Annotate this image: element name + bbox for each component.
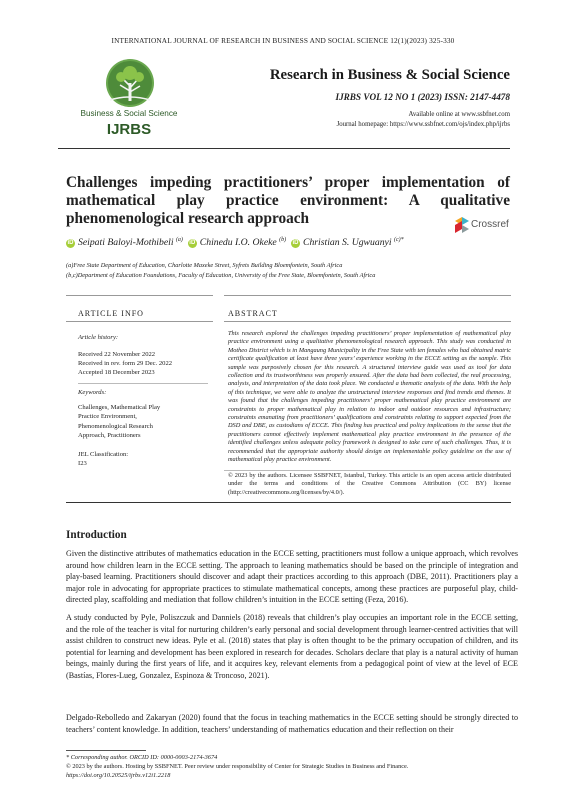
received-date: Received 22 November 2022 (78, 351, 156, 358)
orcid-icon[interactable]: iD (292, 240, 299, 247)
author-affiliation-mark: (a) (175, 237, 183, 243)
abstract-text: This research explored the challenges impeding practitioners’ proper implementation of mathematical play practice environment using a qualitative phenomenological research approach. This study was conducted in Motheo District which is in Mangaung Municipality in the Free State with ten females who had obtained matric certificate qualification at least have three years’ experience working in the ECCE setting as the sample. This sample was purposively chosen for this research. A structured interview guide was used as tool for data collection and its trustworthiness was properly ensured. After the data had been collected, the real processing, analysis, and interpretation of the data took place. We conducted a thematic analysis of the data. With the help of this technique, we were able to analyze the unstructured interview responses and find trends and themes. It was found that the challenges impeding practitioners’ proper mathematical play practice environment are constraints to proper mathematical play in relation to indoor and outdoor resources and infrastructure; constraints emanating from practitioners’ qualifications and constraints relating to support expected from the DSD and DBE, as custodians of ECCE. This finding has practical and policy implications in the sense that the practitioners cannot effectively implement mathematical play practice environment in the presence of the identified challenges unless adequate policy framework is designed to take care of such challenges. Thus, it is recommended that the appropriate authority should design an implementable policy guideline on the use of mathematical play practice environment. (228, 330, 511, 464)
history-label: Article history: (78, 334, 119, 341)
author-name: Seipati Baloyi-Mothibeli (78, 237, 174, 249)
article-info-top-rule (66, 295, 213, 296)
footnote-copyright: © 2023 by the authors. Hosting by SSBFNET. Peer review under responsibility of Center for Strategic Studies in Business and Finance. (66, 763, 409, 770)
corresponding-author-note: * Corresponding author. ORCID ID: 0000-0003-2174-3674 (66, 754, 218, 761)
footnote-rule (66, 750, 146, 751)
affiliation-bc: (b,c)Department of Education Foundations, Faculty of Education, University of the Free State, Bloemfontein, South Africa (66, 272, 376, 279)
logo-name: Business & Social Science (80, 109, 178, 118)
intro-paragraph-1: Given the distinctive attributes of mathematics education in the ECCE setting, practitioners must follow a unique approach, which revolves around how children learn in the ECCE setting. The approach to leaning mathematics should be based on the principle of integration and play-based learning. Practitioners should discover and adapt their practices according to this approach (DBE, 2011). Practitioners play a major role in advocating for appropriate practices to stimulate mathematical concepts, among these practices are purposeful play, child-directed play, scaffolding and mediation that follow children’s intuition in the ECCE setting (Feza, 2016). (66, 549, 518, 605)
license-text: © 2023 by the authors. Licensee SSBFNET, Istanbul, Turkey. This article is an open access article distributed under the terms and conditions of the Creative Commons Attribution (CC BY) license (http://creativecommons.org/licenses/by/4.0/). (228, 472, 511, 496)
author-affiliation-mark: (c)* (393, 237, 404, 243)
author-list (66, 237, 506, 248)
revised-date: Received in rev. form 29 Dec. 2022 (78, 360, 173, 367)
author-name: Chinedu I.O. Okeke (199, 237, 277, 249)
available-online[interactable]: Available online at www.ssbfnet.com (408, 111, 510, 118)
journal-logo (58, 58, 200, 140)
journal-volume: IJRBS VOL 12 NO 1 (2023) ISSN: 2147-4478 (335, 92, 510, 102)
jel-code: I23 (78, 460, 87, 467)
author-affiliation-mark: (b) (279, 237, 287, 243)
logo-abbreviation: IJRBS (106, 121, 152, 138)
journal-running-header: INTERNATIONAL JOURNAL OF RESEARCH IN BUSINESS AND SOCIAL SCIENCE 12(1)(2023) 325-330 (111, 36, 455, 45)
journal-title: Research in Business & Social Science (269, 67, 510, 83)
introduction-heading: Introduction (66, 529, 127, 541)
intro-paragraph-3: Delgado-Rebolledo and Zakaryan (2020) found that the focus in teaching mathematics in the ECCE setting should be strongly directed to teachers’ content knowledge. In addition, teachers’ understanding of mathematics education and their reflection on their (66, 713, 518, 734)
orcid-icon[interactable]: iD (67, 240, 74, 247)
abstract-heading: ABSTRACT (228, 309, 278, 318)
accepted-date: Accepted 18 December 2023 (78, 369, 155, 376)
keywords-label: Keywords: (78, 389, 107, 396)
info-divider (78, 383, 208, 384)
jel-label: JEL Classification: (78, 451, 129, 458)
header-divider (58, 148, 510, 149)
journal-homepage[interactable]: Journal homepage: https://www.ssbfnet.com/ojs/index.php/ijrbs (336, 121, 510, 128)
article-info-sub-rule (66, 321, 213, 322)
crossref-icon (455, 217, 469, 233)
author-name: Christian S. Ugwuanyi (302, 237, 392, 249)
doi-link[interactable]: https://doi.org/10.20525/ijrbs.v12i1.2218 (66, 772, 171, 779)
crossref-badge[interactable] (455, 216, 515, 234)
front-matter-divider (66, 502, 511, 503)
article-info-heading: ARTICLE INFO (78, 309, 144, 318)
abstract-top-rule (224, 295, 511, 296)
abstract-sub-rule (224, 321, 511, 322)
crossref-label: Crossref (471, 219, 509, 230)
tree-logo-icon (104, 58, 156, 108)
affiliation-a: (a)Free State Department of Education, Charlotte Maxeke Street, Syfrets Building Bloemfontein, South Africa (66, 262, 343, 269)
paper-title: Challenges impeding practitioners’ proper implementation of mathematical play practice environment: A qualitative phenomenological research approach (66, 174, 510, 227)
orcid-icon[interactable]: iD (189, 240, 196, 247)
keywords-list: Challenges, Mathematical Play Practice Environment, Phenomenological Research Approach, Practitioners (78, 404, 161, 440)
intro-paragraph-2: A study conducted by Pyle, Poliszczuk and Danniels (2018) reveals that children’s play occupies an important role in the ECCE setting, and the role of the teacher is vital for nurturing children’s early personal and social development through learner-centred activities that will assist children to construct new ideas. Pyle et al. (2018) states that play is often thought to be the primary occupation of children, and its potential for learning and development has been explored in research for decades. Scholars declare that play is a natural activity of human beings, mainly during the first years of life, and it acquires key, relevant elements from a pedagogical point of view at the level of ECE (Bastías, Flores-Lueg, Gonzalez, Espinoza & Troncoso, 2021). (66, 613, 518, 680)
abstract-divider (224, 470, 511, 471)
